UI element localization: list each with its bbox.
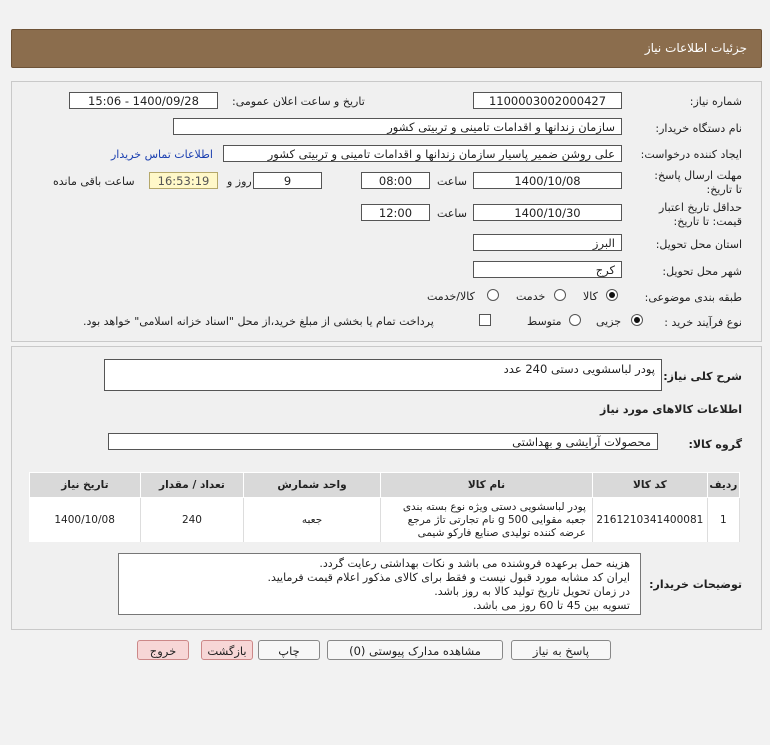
days-and-label: روز و [227,175,252,188]
process-medium-label: متوسط [527,315,562,328]
remaining-time-field: 16:53:19 [149,172,218,189]
category-service-label: خدمت [516,290,546,303]
reply-time-label: ساعت [437,175,467,188]
goods-group-field: محصولات آرایشی و بهداشتی [108,433,658,450]
treasury-payment-note: پرداخت تمام یا بخشی از مبلغ خرید،از محل "اسناد خزانه اسلامی" خواهد بود. [83,315,434,328]
buyer-notes-box [118,553,641,615]
exit-button[interactable]: خروج [137,640,189,660]
category-both-radio[interactable] [487,289,499,301]
note-line: تسویه بین 45 تا 60 روز می باشد. [472,599,630,612]
cell-unit: جعبه [244,498,381,543]
reply-time-field: 08:00 [361,172,430,189]
goods-table [29,472,740,542]
process-medium-radio[interactable] [569,314,581,326]
category-service-radio[interactable] [554,289,566,301]
reply-date-field: 1400/10/08 [473,172,622,189]
col-code: کد کالا [592,473,707,498]
validity-date-field: 1400/10/30 [473,204,622,221]
category-label: طبقه بندی موضوعی: [644,291,742,304]
category-goods-label: کالا [583,290,598,303]
reply-deadline-label: مهلت ارسال پاسخ: تا تاریخ: [654,169,742,196]
process-label: نوع فرآیند خرید : [664,316,742,329]
buyer-org-field: سازمان زندانها و اقدامات تامینی و تربیتی کشور [173,118,622,135]
province-field: البرز [473,234,622,251]
goods-info-title: اطلاعات کالاهای مورد نیاز [600,403,742,416]
validity-time-field: 12:00 [361,204,430,221]
cell-row: 1 [707,498,739,543]
city-field: کرج [473,261,622,278]
page-header [11,29,762,68]
validity-label: حداقل تاریخ اعتبار قیمت: تا تاریخ: [658,201,742,228]
need-number-label: شماره نیاز: [689,95,742,108]
reply-button[interactable]: پاسخ به نیاز [511,640,611,660]
goods-table-header [30,473,740,498]
province-label: استان محل تحویل: [655,238,742,251]
col-qty: تعداد / مقدار [140,473,243,498]
creator-field: علی روشن ضمیر پاسیار سازمان زندانها و اقدامات تامینی و تربیتی کشور [223,145,622,162]
validity-time-label: ساعت [437,207,467,220]
print-button[interactable]: چاپ [258,640,320,660]
note-line: هزینه حمل برعهده فروشنده می باشد و نکات بهداشتی رعایت گردد. [319,557,630,570]
process-minor-radio[interactable] [631,314,643,326]
goods-group-label: گروه کالا: [688,438,742,451]
back-button[interactable]: بازگشت [201,640,253,660]
announce-field: 1400/09/28 - 15:06 [69,92,218,109]
remaining-days-field: 9 [253,172,322,189]
summary-label: شرح کلی نیاز: [663,370,742,383]
process-minor-label: جزیی [596,315,622,328]
buyer-org-label: نام دستگاه خریدار: [655,122,742,135]
remaining-label: ساعت باقی مانده [53,175,135,188]
note-line: در زمان تحویل تاریخ تولید کالا به روز باشد. [434,585,630,598]
announce-label: تاریخ و ساعت اعلان عمومی: [232,95,365,108]
treasury-payment-checkbox[interactable] [479,314,491,326]
col-date: تاریخ نیاز [30,473,141,498]
note-line: ایران کد مشابه مورد قبول نیست و فقط برای کالای مذکور اعلام قیمت فرمایید. [267,571,630,584]
cell-date: 1400/10/08 [30,498,141,543]
contact-buyer-link[interactable]: اطلاعات تماس خریدار [111,148,213,161]
creator-label: ایجاد کننده درخواست: [640,148,742,161]
table-row [30,498,740,543]
category-both-label: کالا/خدمت [427,290,475,303]
category-goods-radio[interactable] [606,289,618,301]
summary-field: پودر لباسشویی دستی 240 عدد [104,359,662,391]
cell-name: پودر لباسشویی دستی ویژه نوع بسته بندی جعبه مقوایی 500 g نام تجارتی تاژ مرجع عرضه کننده تولیدی صنایع فارکو شیمی [380,498,592,543]
cell-code: 2161210341400081 [592,498,707,543]
need-number-field: 1100003002000427 [473,92,622,109]
col-row: ردیف [707,473,739,498]
col-name: نام کالا [380,473,592,498]
buyer-notes-label: توضیحات خریدار: [649,578,742,591]
page-title: جزئیات اطلاعات نیاز [644,41,747,55]
view-attachments-button[interactable]: مشاهده مدارک پیوستی (0) [327,640,503,660]
cell-qty: 240 [140,498,243,543]
city-label: شهر محل تحویل: [662,265,742,278]
col-unit: واحد شمارش [244,473,381,498]
